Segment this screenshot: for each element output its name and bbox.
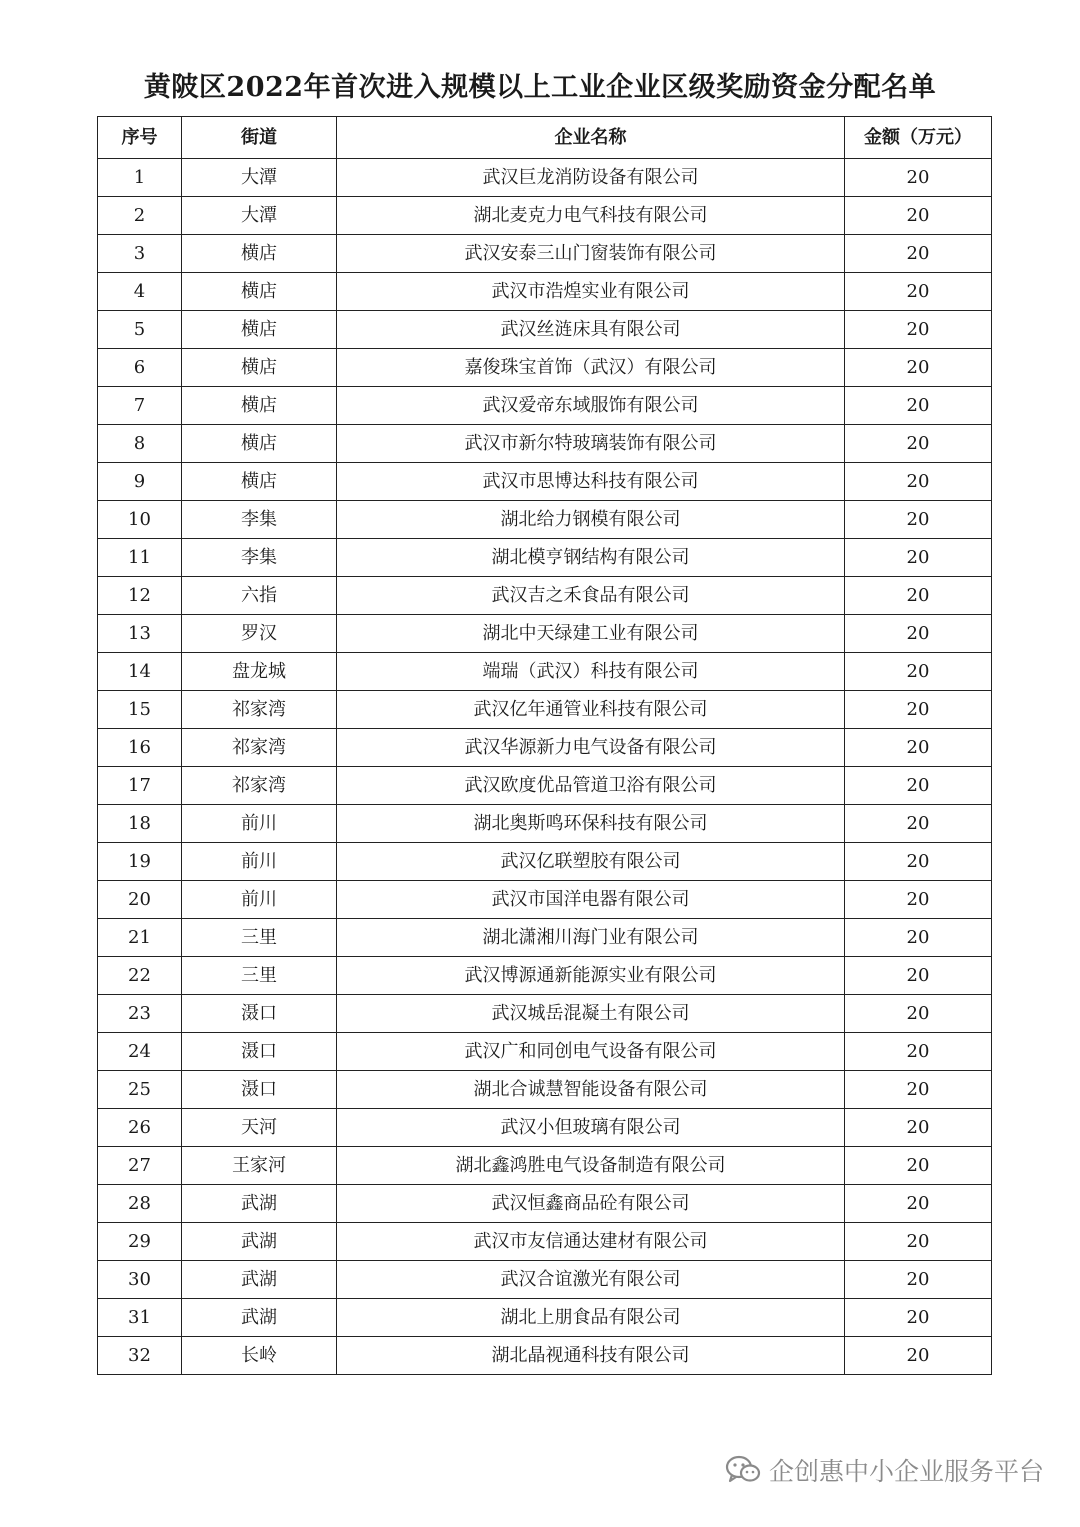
cell-company: 武汉市思博达科技有限公司	[337, 463, 845, 501]
award-table	[97, 116, 992, 1375]
cell-street: 武湖	[182, 1185, 337, 1223]
cell-amount: 20	[845, 463, 992, 501]
cell-amount: 20	[845, 995, 992, 1033]
cell-no: 29	[98, 1223, 182, 1261]
cell-street: 三里	[182, 957, 337, 995]
cell-street: 武湖	[182, 1299, 337, 1337]
cell-amount: 20	[845, 349, 992, 387]
cell-amount: 20	[845, 1261, 992, 1299]
page-title: 黄陂区2022年首次进入规模以上工业企业区级奖励资金分配名单	[143, 72, 937, 103]
cell-amount: 20	[845, 919, 992, 957]
cell-street: 李集	[182, 539, 337, 577]
cell-no: 20	[98, 881, 182, 919]
cell-street: 天河	[182, 1109, 337, 1147]
table-row	[98, 957, 992, 995]
cell-street: 王家河	[182, 1147, 337, 1185]
cell-amount: 20	[845, 1147, 992, 1185]
cell-street: 横店	[182, 311, 337, 349]
cell-street: 横店	[182, 273, 337, 311]
table-row	[98, 577, 992, 615]
cell-amount: 20	[845, 1033, 992, 1071]
cell-company: 湖北潇湘川海门业有限公司	[337, 919, 845, 957]
cell-company: 嘉俊珠宝首饰（武汉）有限公司	[337, 349, 845, 387]
cell-amount: 20	[845, 691, 992, 729]
cell-company: 湖北上朋食品有限公司	[337, 1299, 845, 1337]
cell-street: 长岭	[182, 1337, 337, 1375]
cell-amount: 20	[845, 805, 992, 843]
cell-street: 祁家湾	[182, 767, 337, 805]
table-row	[98, 1299, 992, 1337]
header-street: 街道	[182, 117, 337, 159]
cell-street: 盘龙城	[182, 653, 337, 691]
cell-amount: 20	[845, 539, 992, 577]
table-row	[98, 995, 992, 1033]
cell-amount: 20	[845, 1071, 992, 1109]
table-row	[98, 1109, 992, 1147]
cell-no: 10	[98, 501, 182, 539]
cell-no: 11	[98, 539, 182, 577]
cell-no: 17	[98, 767, 182, 805]
table-row	[98, 881, 992, 919]
cell-no: 4	[98, 273, 182, 311]
cell-no: 25	[98, 1071, 182, 1109]
header-amount: 金额（万元）	[845, 117, 992, 159]
cell-company: 武汉城岳混凝土有限公司	[337, 995, 845, 1033]
cell-no: 2	[98, 197, 182, 235]
cell-street: 横店	[182, 235, 337, 273]
cell-company: 武汉丝涟床具有限公司	[337, 311, 845, 349]
cell-amount: 20	[845, 1299, 992, 1337]
table-row	[98, 691, 992, 729]
table-row	[98, 919, 992, 957]
cell-no: 6	[98, 349, 182, 387]
cell-company: 武汉市新尔特玻璃装饰有限公司	[337, 425, 845, 463]
cell-street: 横店	[182, 349, 337, 387]
cell-street: 横店	[182, 387, 337, 425]
cell-amount: 20	[845, 1337, 992, 1375]
cell-amount: 20	[845, 273, 992, 311]
cell-company: 湖北合诚慧智能设备有限公司	[337, 1071, 845, 1109]
table-row	[98, 729, 992, 767]
cell-no: 15	[98, 691, 182, 729]
cell-no: 18	[98, 805, 182, 843]
cell-street: 李集	[182, 501, 337, 539]
table-row	[98, 615, 992, 653]
table-row	[98, 767, 992, 805]
table-row	[98, 1261, 992, 1299]
cell-no: 24	[98, 1033, 182, 1071]
cell-amount: 20	[845, 615, 992, 653]
cell-company: 武汉亿年通管业科技有限公司	[337, 691, 845, 729]
header-no: 序号	[98, 117, 182, 159]
cell-amount: 20	[845, 653, 992, 691]
cell-no: 23	[98, 995, 182, 1033]
cell-amount: 20	[845, 387, 992, 425]
table-row	[98, 501, 992, 539]
cell-company: 武汉市国洋电器有限公司	[337, 881, 845, 919]
cell-company: 武汉安泰三山门窗装饰有限公司	[337, 235, 845, 273]
cell-street: 前川	[182, 805, 337, 843]
table-row	[98, 843, 992, 881]
table-row	[98, 1071, 992, 1109]
table-row	[98, 349, 992, 387]
table-header-row	[98, 117, 992, 159]
cell-street: 三里	[182, 919, 337, 957]
cell-no: 19	[98, 843, 182, 881]
table-body	[98, 159, 992, 1375]
cell-company: 武汉市友信通达建材有限公司	[337, 1223, 845, 1261]
cell-amount: 20	[845, 843, 992, 881]
cell-no: 9	[98, 463, 182, 501]
table-row	[98, 653, 992, 691]
cell-company: 武汉亿联塑胶有限公司	[337, 843, 845, 881]
cell-street: 横店	[182, 425, 337, 463]
cell-amount: 20	[845, 311, 992, 349]
cell-company: 武汉恒鑫商品砼有限公司	[337, 1185, 845, 1223]
cell-no: 31	[98, 1299, 182, 1337]
table-row	[98, 805, 992, 843]
cell-company: 武汉巨龙消防设备有限公司	[337, 159, 845, 197]
watermark	[725, 1450, 1044, 1490]
cell-no: 21	[98, 919, 182, 957]
table-row	[98, 197, 992, 235]
cell-amount: 20	[845, 1223, 992, 1261]
cell-amount: 20	[845, 235, 992, 273]
cell-amount: 20	[845, 767, 992, 805]
table-row	[98, 273, 992, 311]
cell-no: 28	[98, 1185, 182, 1223]
cell-amount: 20	[845, 577, 992, 615]
cell-company: 湖北中天绿建工业有限公司	[337, 615, 845, 653]
cell-street: 大潭	[182, 159, 337, 197]
table-row	[98, 539, 992, 577]
cell-street: 滠口	[182, 995, 337, 1033]
cell-no: 16	[98, 729, 182, 767]
cell-amount: 20	[845, 425, 992, 463]
cell-company: 湖北麦克力电气科技有限公司	[337, 197, 845, 235]
cell-amount: 20	[845, 197, 992, 235]
cell-company: 湖北奥斯鸣环保科技有限公司	[337, 805, 845, 843]
watermark-text: 企创惠中小企业服务平台	[768, 1457, 1044, 1486]
cell-amount: 20	[845, 159, 992, 197]
cell-company: 武汉博源通新能源实业有限公司	[337, 957, 845, 995]
cell-amount: 20	[845, 501, 992, 539]
cell-company: 武汉吉之禾食品有限公司	[337, 577, 845, 615]
table-row	[98, 311, 992, 349]
cell-no: 1	[98, 159, 182, 197]
cell-no: 27	[98, 1147, 182, 1185]
table-row	[98, 1147, 992, 1185]
table-row	[98, 1185, 992, 1223]
cell-company: 武汉广和同创电气设备有限公司	[337, 1033, 845, 1071]
cell-no: 8	[98, 425, 182, 463]
table-row	[98, 1337, 992, 1375]
cell-street: 祁家湾	[182, 729, 337, 767]
cell-street: 滠口	[182, 1033, 337, 1071]
cell-company: 武汉合谊激光有限公司	[337, 1261, 845, 1299]
table-row	[98, 1223, 992, 1261]
table-row	[98, 387, 992, 425]
cell-company: 端瑞（武汉）科技有限公司	[337, 653, 845, 691]
table-row	[98, 425, 992, 463]
header-company: 企业名称	[337, 117, 845, 159]
cell-company: 湖北晶视通科技有限公司	[337, 1337, 845, 1375]
cell-no: 14	[98, 653, 182, 691]
cell-street: 武湖	[182, 1223, 337, 1261]
cell-amount: 20	[845, 729, 992, 767]
cell-street: 前川	[182, 881, 337, 919]
cell-no: 12	[98, 577, 182, 615]
table-row	[98, 159, 992, 197]
cell-street: 滠口	[182, 1071, 337, 1109]
table-row	[98, 235, 992, 273]
cell-no: 32	[98, 1337, 182, 1375]
cell-no: 13	[98, 615, 182, 653]
cell-company: 武汉爱帝东域服饰有限公司	[337, 387, 845, 425]
wechat-icon	[725, 1455, 761, 1485]
cell-amount: 20	[845, 881, 992, 919]
cell-street: 武湖	[182, 1261, 337, 1299]
cell-amount: 20	[845, 1185, 992, 1223]
table-row	[98, 463, 992, 501]
cell-company: 武汉欧度优品管道卫浴有限公司	[337, 767, 845, 805]
cell-street: 祁家湾	[182, 691, 337, 729]
cell-amount: 20	[845, 957, 992, 995]
cell-amount: 20	[845, 1109, 992, 1147]
cell-company: 湖北模亨钢结构有限公司	[337, 539, 845, 577]
cell-company: 湖北鑫鸿胜电气设备制造有限公司	[337, 1147, 845, 1185]
cell-no: 26	[98, 1109, 182, 1147]
cell-no: 22	[98, 957, 182, 995]
cell-no: 7	[98, 387, 182, 425]
cell-company: 武汉市浩煌实业有限公司	[337, 273, 845, 311]
cell-no: 3	[98, 235, 182, 273]
cell-street: 罗汉	[182, 615, 337, 653]
cell-street: 大潭	[182, 197, 337, 235]
cell-street: 六指	[182, 577, 337, 615]
cell-street: 横店	[182, 463, 337, 501]
cell-no: 5	[98, 311, 182, 349]
table-row	[98, 1033, 992, 1071]
cell-street: 前川	[182, 843, 337, 881]
cell-company: 湖北给力钢模有限公司	[337, 501, 845, 539]
cell-company: 武汉小但玻璃有限公司	[337, 1109, 845, 1147]
cell-company: 武汉华源新力电气设备有限公司	[337, 729, 845, 767]
cell-no: 30	[98, 1261, 182, 1299]
